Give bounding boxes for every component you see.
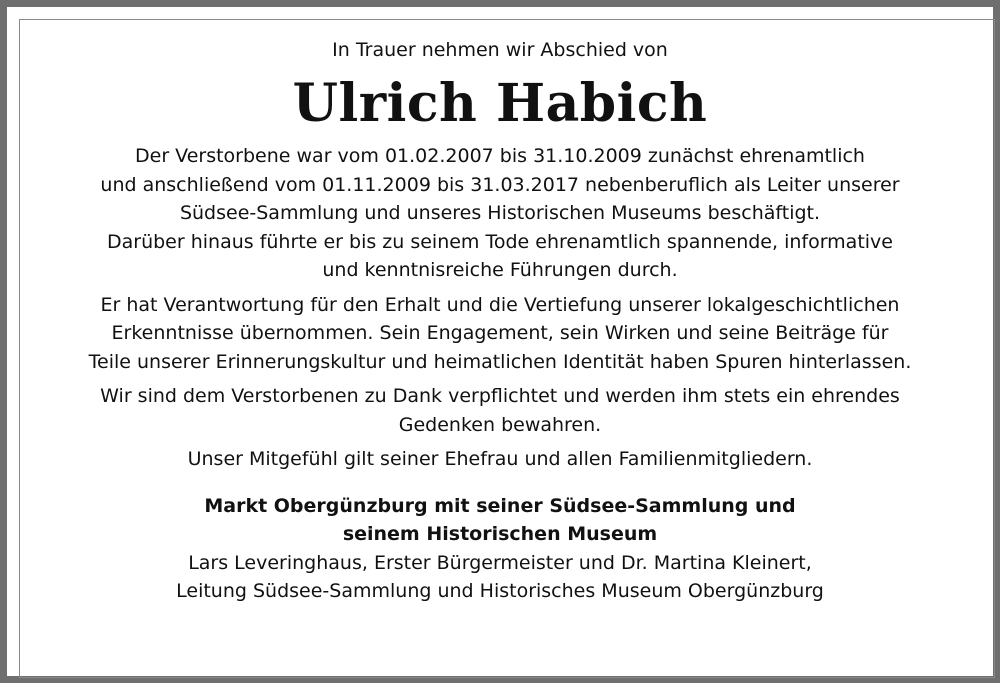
text-line: Gedenken bewahren.: [398, 413, 602, 436]
text-line: Erkenntnisse übernommen. Sein Engagement, sein Wirken und seine Beiträge für: [111, 322, 889, 344]
signatory-line: Lars Leveringhaus, Erster Bürgermeister und Dr. Martina Kleinert,: [188, 551, 812, 574]
paragraph-condolence: [20, 445, 980, 474]
deceased-name: Ulrich Habich: [292, 73, 708, 134]
text-line: und kenntnisreiche Führungen durch.: [322, 259, 678, 281]
text-line: Südsee-Sammlung und unseres Historischen Museums beschäftigt.: [179, 202, 821, 224]
text-line: Er hat Verantwortung für den Erhalt und die Vertiefung unserer lokalgeschichtlichen: [100, 293, 900, 316]
text-line: Wir sind dem Verstorbenen zu Dank verpflichtet und werden ihm stets ein ehrendes: [100, 385, 900, 407]
signatories: [20, 549, 980, 606]
text-line: Darüber hinaus führte er bis zu seinem Tode ehrenamtlich spannende, informative: [106, 230, 893, 253]
text-line: Der Verstorbene war vom 01.02.2007 bis 31.10.2009 zunächst ehrenamtlich: [135, 145, 865, 167]
intro-line: In Trauer nehmen wir Abschied von: [332, 39, 668, 61]
text-line: Unser Mitgefühl gilt seiner Ehefrau und allen Familienmitgliedern.: [187, 448, 813, 470]
text-line: und anschließend vom 01.11.2009 bis 31.03.2017 nebenberuflich als Leiter unserer: [100, 173, 900, 196]
organization-line: seinem Historischen Museum: [342, 523, 658, 545]
signatory-line: Leitung Südsee-Sammlung und Historisches Museum Obergünzburg: [176, 580, 824, 602]
paragraph-gratitude: [20, 382, 980, 439]
organization-line: Markt Obergünzburg mit seiner Südsee-Sammlung und: [204, 494, 796, 517]
obituary-notice: [20, 36, 980, 606]
text-line: Teile unserer Erinnerungskultur und heimatlichen Identität haben Spuren hinterlassen.: [88, 350, 912, 373]
paragraph-legacy: [20, 291, 980, 377]
organization-name: [20, 492, 980, 549]
paragraph-service: [20, 142, 980, 285]
